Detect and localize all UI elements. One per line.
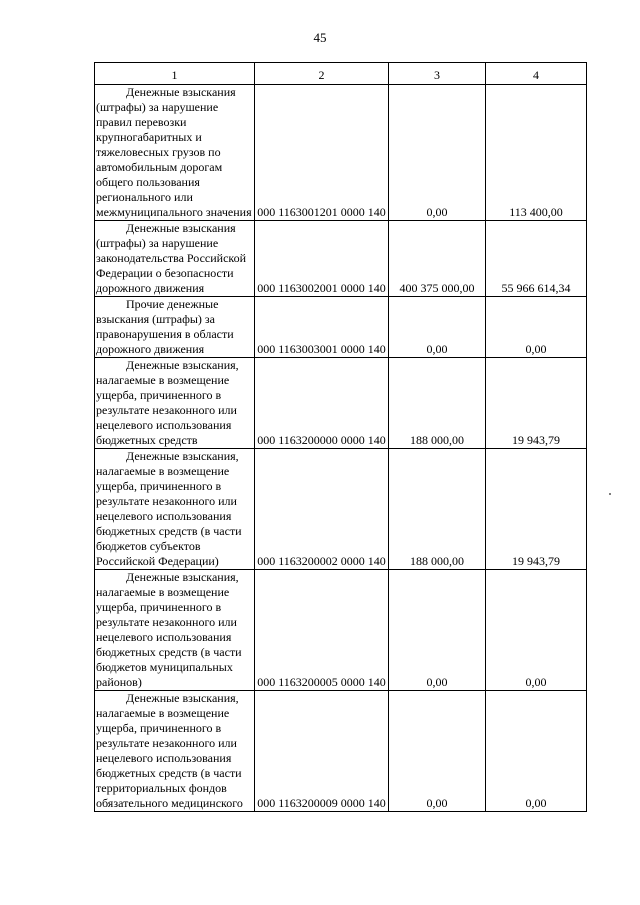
row-col4: 55 966 614,34 [486,221,587,297]
row-col4: 0,00 [486,691,587,812]
table-row [95,691,587,812]
row-col3: 0,00 [389,297,486,358]
header-cell-2: 2 [255,63,389,85]
table-row [95,221,587,297]
row-name: Денежные взыскания (штрафы) за нарушение законодательства Российской Федерации о безопасности дорожного движения [95,221,255,297]
row-code: 000 1163001201 0000 140 [255,85,389,221]
page-number: 45 [313,30,327,45]
row-name: Денежные взыскания (штрафы) за нарушение правил перевозки крупногабаритных и тяжеловесных грузов по автомобильным дорогам общего пользования регионального или межмуниципального значения [95,85,255,221]
row-name: Денежные взыскания, налагаемые в возмещение ущерба, причиненного в результате незаконного или нецелевого использования бюджетных средств (в части бюджетов субъектов Российской Федерации) [95,449,255,570]
row-col4: 113 400,00 [486,85,587,221]
row-col3: 188 000,00 [389,358,486,449]
table-row [95,85,587,221]
header-cell-3: 3 [389,63,486,85]
row-name: Денежные взыскания, налагаемые в возмещение ущерба, причиненного в результате незаконного или нецелевого использования бюджетных средств (в части территориальных фондов обязательного медицинского [95,691,255,812]
row-col3: 0,00 [389,691,486,812]
row-code: 000 1163200005 0000 140 [255,570,389,691]
budget-table [94,62,587,812]
scan-speck [609,493,611,495]
row-name: Денежные взыскания, налагаемые в возмещение ущерба, причиненного в результате незаконного или нецелевого использования бюджетных средств (в части бюджетов муниципальных районов) [95,570,255,691]
row-col3: 400 375 000,00 [389,221,486,297]
header-cell-4: 4 [486,63,587,85]
table-row [95,570,587,691]
row-col3: 188 000,00 [389,449,486,570]
table-header-row [95,63,587,85]
row-col3: 0,00 [389,570,486,691]
row-name: Прочие денежные взыскания (штрафы) за правонарушения в области дорожного движения [95,297,255,358]
header-cell-1: 1 [95,63,255,85]
table-row [95,449,587,570]
row-code: 000 1163200002 0000 140 [255,449,389,570]
row-name: Денежные взыскания, налагаемые в возмещение ущерба, причиненного в результате незаконного или нецелевого использования бюджетных средств [95,358,255,449]
row-col4: 19 943,79 [486,449,587,570]
row-code: 000 1163200009 0000 140 [255,691,389,812]
row-code: 000 1163003001 0000 140 [255,297,389,358]
row-col4: 0,00 [486,297,587,358]
table-row [95,297,587,358]
row-code: 000 1163200000 0000 140 [255,358,389,449]
table-row [95,358,587,449]
row-code: 000 1163002001 0000 140 [255,221,389,297]
row-col4: 0,00 [486,570,587,691]
row-col3: 0,00 [389,85,486,221]
row-col4: 19 943,79 [486,358,587,449]
